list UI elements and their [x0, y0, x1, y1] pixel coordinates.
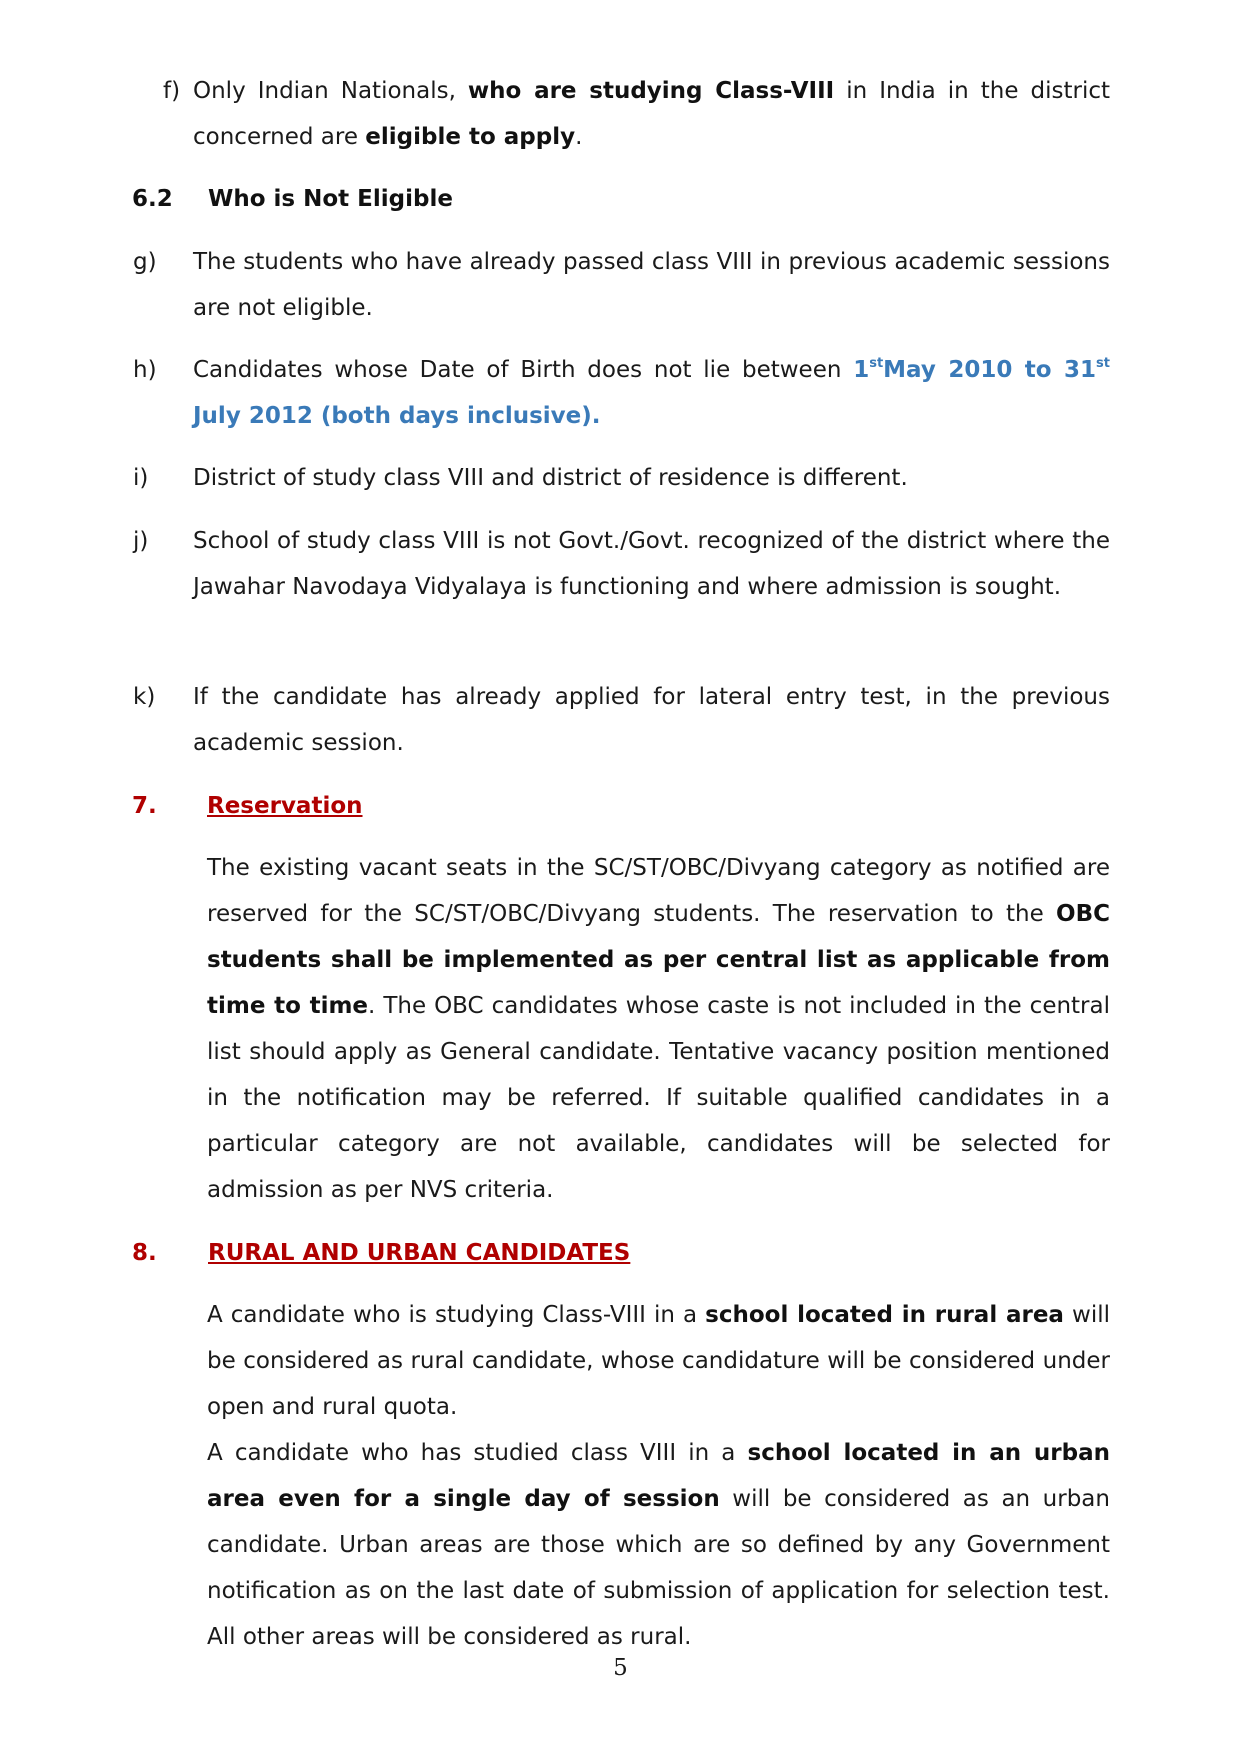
item-g-label: g): [133, 249, 157, 275]
section-8-paragraph-1: A candidate who is studying Class-VIII in a school located in rural area will be considered as rural candidate, whose candidature will be considered under open and rural quota.: [207, 1302, 1110, 1420]
section-8-title: RURAL AND URBAN CANDIDATES: [208, 1240, 631, 1266]
item-j-text: School of study class VIII is not Govt./Govt. recognized of the district where the Jawahar Navodaya Vidyalaya is functioning and where admission is sought.: [193, 528, 1110, 600]
item-g-text: The students who have already passed class VIII in previous academic sessions are not eligible.: [193, 249, 1110, 321]
item-j-label: j): [133, 528, 149, 554]
item-h-label: h): [133, 357, 157, 383]
section-7-body: The existing vacant seats in the SC/ST/OBC/Divyang category as notified are reserved for the SC/ST/OBC/Divyang students. The reservation to the OBC students shall be implemented as per central list as applicable from time to time. The OBC candidates whose caste is not included in the central list should apply as General candidate. Tentative vacancy position mentioned in the notification may be referred. If suitable qualified candidates in a particular category are not available, candidates will be selected for admission as per NVS criteria.: [207, 855, 1111, 1203]
item-f-label: f): [163, 78, 181, 104]
item-i-label: i): [133, 465, 149, 491]
section-8-paragraph-2: A candidate who has studied class VIII in a school located in an urban area even for a single day of session will be considered as an urban candidate. Urban areas are those which are so defined by any Government notification as on the last date of submission of application for selection test. All other areas will be considered as rural.: [207, 1440, 1111, 1650]
section-6-2-number: 6.2: [132, 186, 173, 212]
item-f-text: Only Indian Nationals, who are studying Class-VIII in India in the district concerned are eligible to apply.: [193, 78, 1110, 150]
section-7-title: Reservation: [207, 793, 363, 819]
page-number: 5: [613, 1655, 628, 1681]
item-k-text: If the candidate has already applied for lateral entry test, in the previous academic session.: [193, 684, 1110, 756]
item-i-text: District of study class VIII and district of residence is different.: [193, 465, 908, 491]
section-7-number: 7.: [132, 793, 157, 819]
item-k-label: k): [133, 684, 156, 710]
section-6-2-title: Who is Not Eligible: [208, 186, 453, 212]
item-h-text: Candidates whose Date of Birth does not lie between 1stMay 2010 to 31st July 2012 (both days inclusive).: [193, 356, 1110, 429]
section-8-number: 8.: [132, 1240, 157, 1266]
